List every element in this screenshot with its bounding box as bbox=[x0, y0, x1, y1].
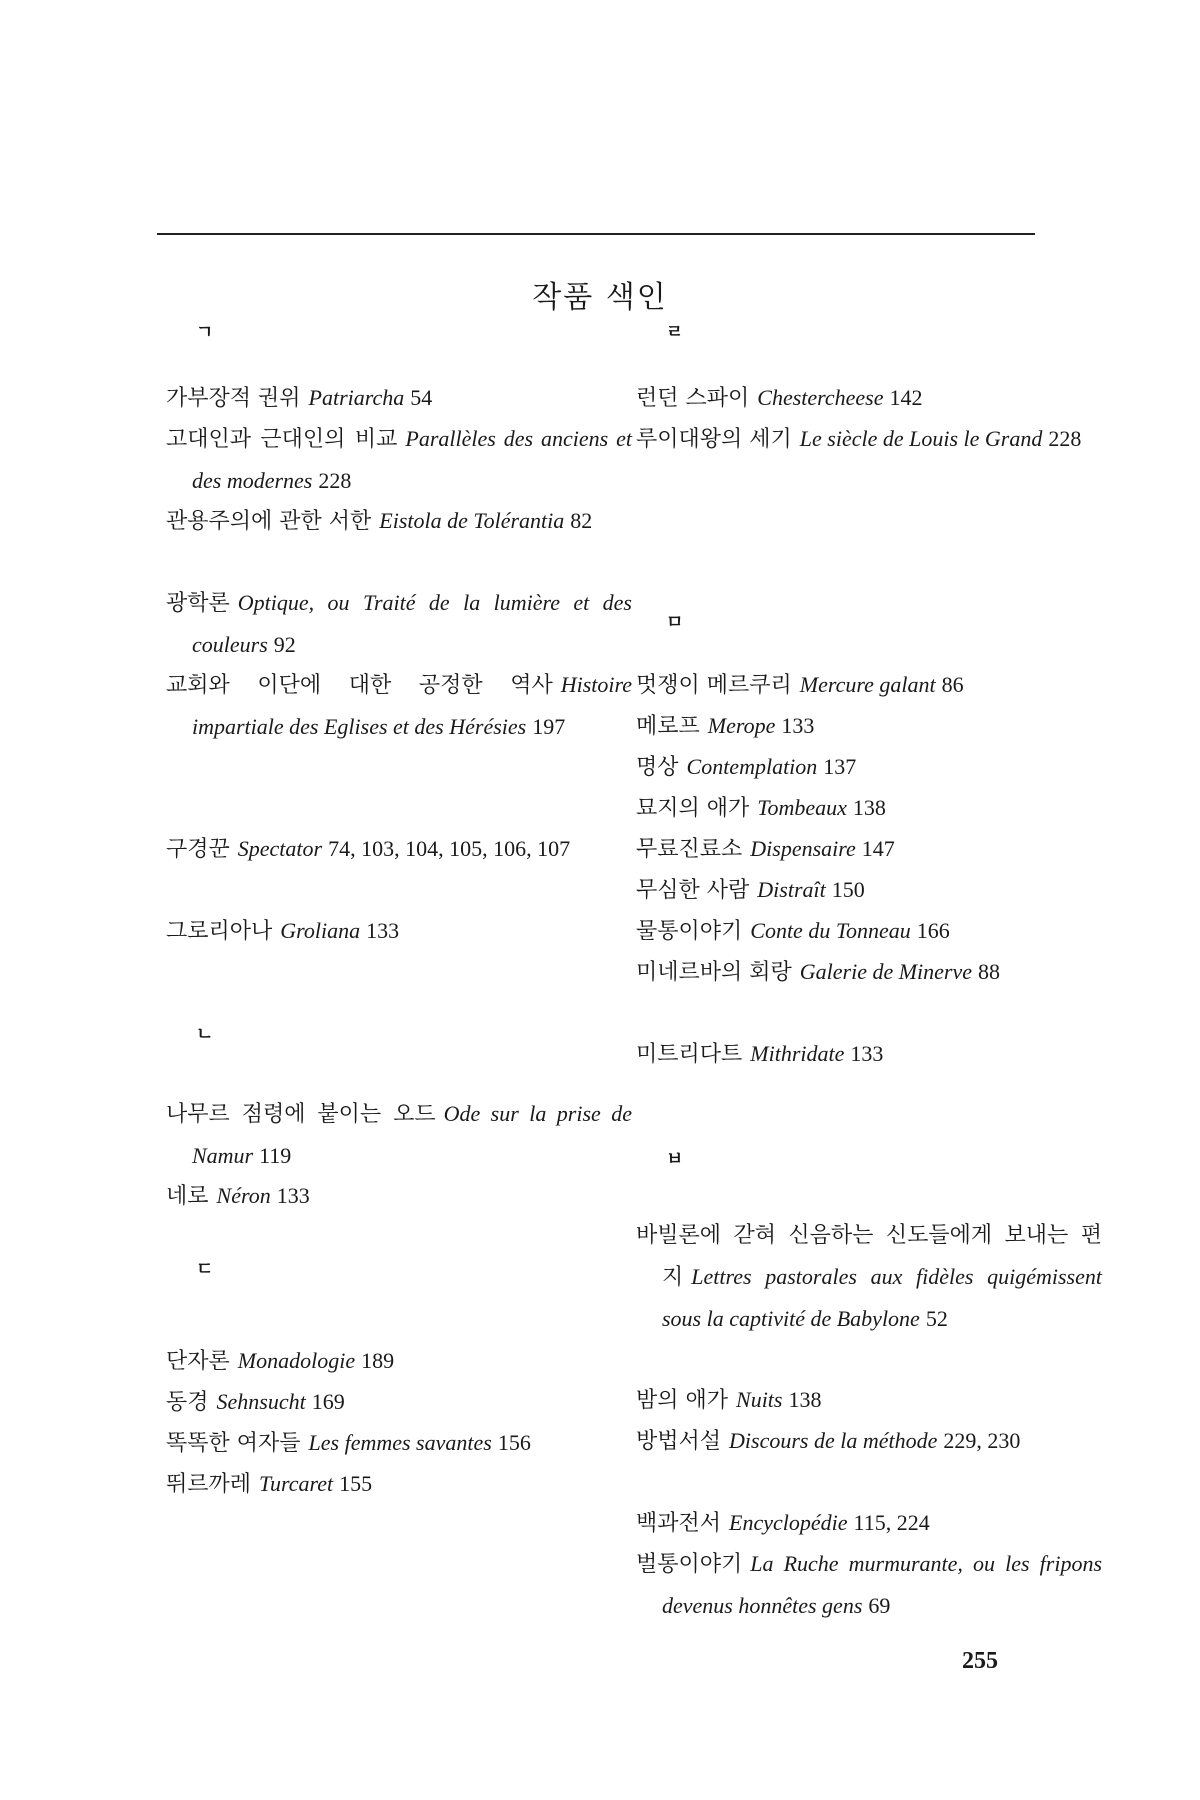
entry-korean-title: 단자론 bbox=[166, 1349, 230, 1374]
entry-pages: 133 bbox=[366, 918, 400, 943]
entry-original-title: Galerie de Minerve bbox=[799, 959, 973, 984]
index-entry bbox=[636, 828, 1102, 870]
entry-pages: 169 bbox=[311, 1389, 345, 1414]
entry-korean-title: 구경꾼 bbox=[166, 837, 230, 862]
entry-pages: 52 bbox=[925, 1306, 948, 1331]
entry-korean-title: 미트리다트 bbox=[636, 1042, 743, 1067]
entry-pages: 115, 224 bbox=[853, 1510, 930, 1535]
entry-pages: 228 bbox=[318, 468, 352, 493]
page-title: 작품 색인 bbox=[532, 280, 668, 315]
section-letter: ㄷ bbox=[196, 1259, 214, 1280]
entry-original-title: Sehnsucht bbox=[216, 1389, 306, 1414]
entry-original-title: Lettres pastorales aux fidèles quigémissent sous la captivité de Babylone bbox=[662, 1264, 1102, 1331]
index-entry bbox=[166, 1175, 632, 1217]
entry-pages: 54 bbox=[410, 385, 433, 410]
entry-pages: 92 bbox=[273, 632, 296, 657]
entry-korean-title: 묘지의 애가 bbox=[636, 796, 750, 821]
entry-korean-title: 밤의 애가 bbox=[636, 1388, 729, 1413]
index-entry bbox=[636, 418, 1102, 460]
index-entry bbox=[166, 1422, 632, 1464]
entry-korean-title: 나무르 점령에 붙이는 오드 bbox=[166, 1102, 436, 1127]
entry-original-title: Histoire impartiale des Eglises et des Hérésies bbox=[192, 672, 632, 739]
index-entry bbox=[166, 1463, 632, 1505]
entry-pages: 119 bbox=[259, 1143, 292, 1168]
entry-korean-title: 멋쟁이 메르쿠리 bbox=[636, 673, 792, 698]
entry-korean-title: 뛰르까레 bbox=[166, 1472, 252, 1497]
entry-pages: 229, 230 bbox=[943, 1428, 1021, 1453]
entry-original-title: Tombeaux bbox=[757, 795, 847, 820]
entry-original-title: Néron bbox=[216, 1183, 271, 1208]
entry-korean-title: 고대인과 근대인의 비교 bbox=[166, 427, 398, 452]
entry-original-title: Le siècle de Louis le Grand bbox=[799, 426, 1043, 451]
entry-korean-title: 교회와 이단에 대한 공정한 역사 bbox=[166, 673, 553, 698]
index-entry bbox=[636, 664, 1102, 706]
entry-korean-title: 백과전서 bbox=[636, 1511, 722, 1536]
entry-pages: 69 bbox=[868, 1593, 891, 1618]
entry-pages: 133 bbox=[781, 713, 815, 738]
entry-original-title: Contemplation bbox=[686, 754, 818, 779]
entry-korean-title: 바빌론에 갇혀 신음하는 신도들에게 보내는 편지 bbox=[636, 1223, 1102, 1290]
section-letter: ㄹ bbox=[666, 322, 684, 343]
section-letter: ㅂ bbox=[666, 1149, 684, 1170]
entry-pages: 150 bbox=[831, 877, 865, 902]
entry-pages: 142 bbox=[889, 385, 923, 410]
entry-pages: 82 bbox=[570, 508, 593, 533]
entry-original-title: Spectator bbox=[237, 836, 323, 861]
index-entry bbox=[166, 910, 632, 952]
index-entry bbox=[166, 582, 632, 666]
index-entry bbox=[636, 1420, 1102, 1462]
entry-korean-title: 런던 스파이 bbox=[636, 386, 750, 411]
entry-pages: 166 bbox=[916, 918, 950, 943]
entry-original-title: Distraît bbox=[757, 877, 826, 902]
index-entry bbox=[636, 1215, 1102, 1340]
entry-original-title: Parallèles des anciens et des modernes bbox=[192, 426, 632, 493]
entry-korean-title: 무료진료소 bbox=[636, 837, 743, 862]
entry-original-title: Chestercheese bbox=[757, 385, 884, 410]
entry-original-title: Conte du Tonneau bbox=[750, 918, 911, 943]
index-entry bbox=[636, 1379, 1102, 1421]
entry-pages: 138 bbox=[852, 795, 886, 820]
entry-korean-title: 루이대왕의 세기 bbox=[636, 427, 792, 452]
index-entry bbox=[166, 1381, 632, 1423]
entry-original-title: Dispensaire bbox=[750, 836, 856, 861]
entry-pages: 137 bbox=[823, 754, 857, 779]
index-entry bbox=[636, 1543, 1102, 1627]
index-entry bbox=[636, 869, 1102, 911]
entry-korean-title: 방법서설 bbox=[636, 1429, 722, 1454]
entry-pages: 88 bbox=[978, 959, 1001, 984]
index-entry bbox=[166, 664, 632, 748]
section-letter: ㄱ bbox=[196, 322, 214, 343]
entry-original-title: Encyclopédie bbox=[729, 1510, 848, 1535]
entry-korean-title: 광학론 bbox=[166, 591, 230, 616]
index-entry bbox=[166, 828, 632, 870]
entry-pages: 138 bbox=[788, 1387, 822, 1412]
index-entry bbox=[636, 705, 1102, 747]
entry-korean-title: 미네르바의 회랑 bbox=[636, 960, 792, 985]
index-entry bbox=[636, 1033, 1102, 1075]
index-entry bbox=[166, 418, 632, 502]
index-entry bbox=[636, 910, 1102, 952]
index-entry bbox=[636, 787, 1102, 829]
entry-original-title: Patriarcha bbox=[308, 385, 405, 410]
top-rule bbox=[157, 233, 1035, 235]
entry-original-title: Groliana bbox=[280, 918, 361, 943]
entry-original-title: Discours de la méthode bbox=[729, 1428, 938, 1453]
entry-pages: 197 bbox=[532, 714, 566, 739]
entry-pages: 155 bbox=[339, 1471, 373, 1496]
entry-korean-title: 똑똑한 여자들 bbox=[166, 1431, 301, 1456]
entry-original-title: La Ruche murmurante, ou les fripons devenus honnêtes gens bbox=[662, 1551, 1102, 1618]
entry-original-title: Optique, ou Traité de la lumière et des couleurs bbox=[192, 590, 632, 657]
index-entry bbox=[636, 377, 1102, 419]
index-entry bbox=[636, 1502, 1102, 1544]
index-entry bbox=[636, 951, 1102, 993]
entry-original-title: Les femmes savantes bbox=[308, 1430, 492, 1455]
entry-pages: 133 bbox=[850, 1041, 884, 1066]
index-entry bbox=[636, 746, 1102, 788]
entry-original-title: Ode sur la prise de Namur bbox=[192, 1101, 632, 1168]
entry-original-title: Nuits bbox=[736, 1387, 783, 1412]
entry-korean-title: 관용주의에 관한 서한 bbox=[166, 509, 372, 534]
page-number: 255 bbox=[962, 1648, 998, 1674]
entry-pages: 156 bbox=[497, 1430, 531, 1455]
entry-original-title: Mercure galant bbox=[799, 672, 936, 697]
index-entry bbox=[166, 500, 632, 542]
entry-pages: 133 bbox=[276, 1183, 310, 1208]
entry-original-title: Eistola de Tolérantia bbox=[379, 508, 565, 533]
entry-pages: 147 bbox=[861, 836, 895, 861]
index-entry bbox=[166, 377, 632, 419]
entry-pages: 228 bbox=[1048, 426, 1082, 451]
entry-korean-title: 동경 bbox=[166, 1390, 209, 1415]
entry-original-title: Monadologie bbox=[237, 1348, 356, 1373]
entry-korean-title: 명상 bbox=[636, 755, 679, 780]
section-letter: ㅁ bbox=[666, 612, 684, 633]
entry-korean-title: 벌통이야기 bbox=[636, 1552, 743, 1577]
entry-original-title: Turcaret bbox=[259, 1471, 334, 1496]
entry-korean-title: 네로 bbox=[166, 1184, 209, 1209]
entry-korean-title: 무심한 사람 bbox=[636, 878, 750, 903]
entry-korean-title: 그로리아나 bbox=[166, 919, 273, 944]
entry-pages: 189 bbox=[361, 1348, 395, 1373]
index-entry bbox=[166, 1093, 632, 1177]
entry-korean-title: 물통이야기 bbox=[636, 919, 743, 944]
entry-pages: 74, 103, 104, 105, 106, 107 bbox=[328, 836, 571, 861]
entry-pages: 86 bbox=[941, 672, 964, 697]
entry-original-title: Merope bbox=[707, 713, 776, 738]
entry-korean-title: 메로프 bbox=[636, 714, 700, 739]
section-letter: ㄴ bbox=[196, 1024, 214, 1045]
index-entry bbox=[166, 1340, 632, 1382]
entry-original-title: Mithridate bbox=[750, 1041, 845, 1066]
entry-korean-title: 가부장적 권위 bbox=[166, 386, 301, 411]
